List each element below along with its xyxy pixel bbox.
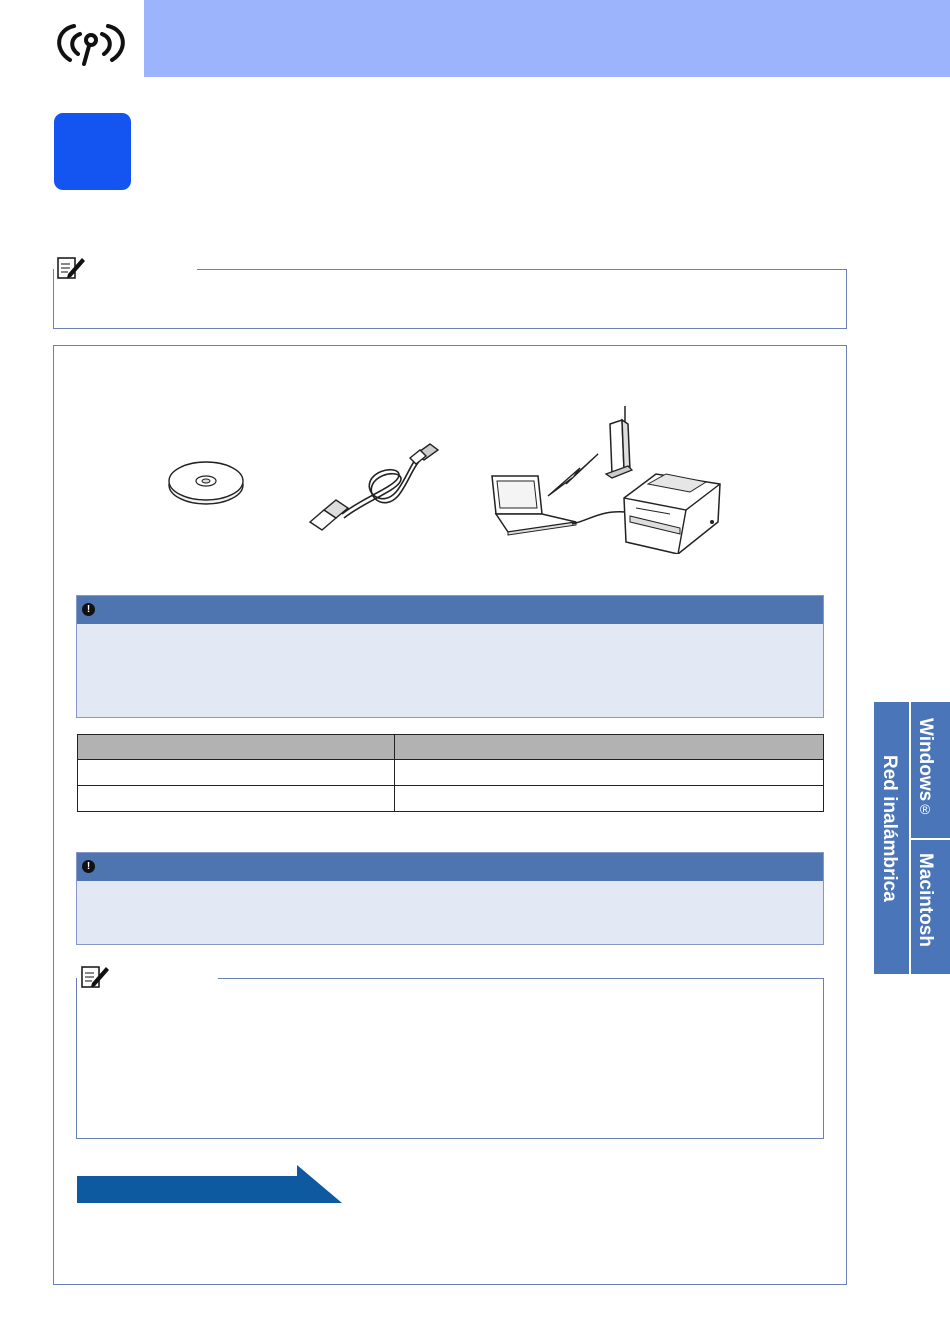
exclamation-icon: !: [82, 603, 95, 616]
tab-wireless-network: Red inalámbrica: [879, 755, 900, 902]
important-box-body: [77, 881, 823, 944]
note-box: [53, 269, 847, 329]
laptop-access-point-printer-illustration: [480, 404, 725, 554]
important-box-header: [77, 596, 823, 624]
exclamation-icon: !: [82, 860, 95, 873]
side-tab-divider: [910, 838, 950, 840]
wireless-network-icon: [48, 20, 136, 66]
step-number-badge: [54, 113, 131, 190]
tab-macintosh: Macintosh: [915, 853, 936, 947]
settings-table: [77, 734, 824, 812]
tab-windows: [914, 718, 936, 817]
tab-windows-label: Windows: [915, 718, 936, 802]
header-band: [144, 0, 950, 77]
usb-cable-icon: [302, 438, 440, 534]
table-header-cell: [395, 735, 824, 760]
table-row: [78, 760, 824, 786]
table-cell: [395, 760, 824, 786]
table-row: [78, 786, 824, 812]
table-header-row: [78, 735, 824, 760]
table-header-cell: [78, 735, 395, 760]
table-cell: [78, 760, 395, 786]
note-box: [76, 978, 824, 1139]
important-box-header: [77, 853, 823, 881]
next-step-arrow-icon: [77, 1165, 342, 1203]
cd-rom-icon: [167, 459, 245, 507]
table-cell: [395, 786, 824, 812]
registered-mark: ®: [917, 801, 933, 818]
table-cell: [78, 786, 395, 812]
important-box-body: [77, 624, 823, 717]
